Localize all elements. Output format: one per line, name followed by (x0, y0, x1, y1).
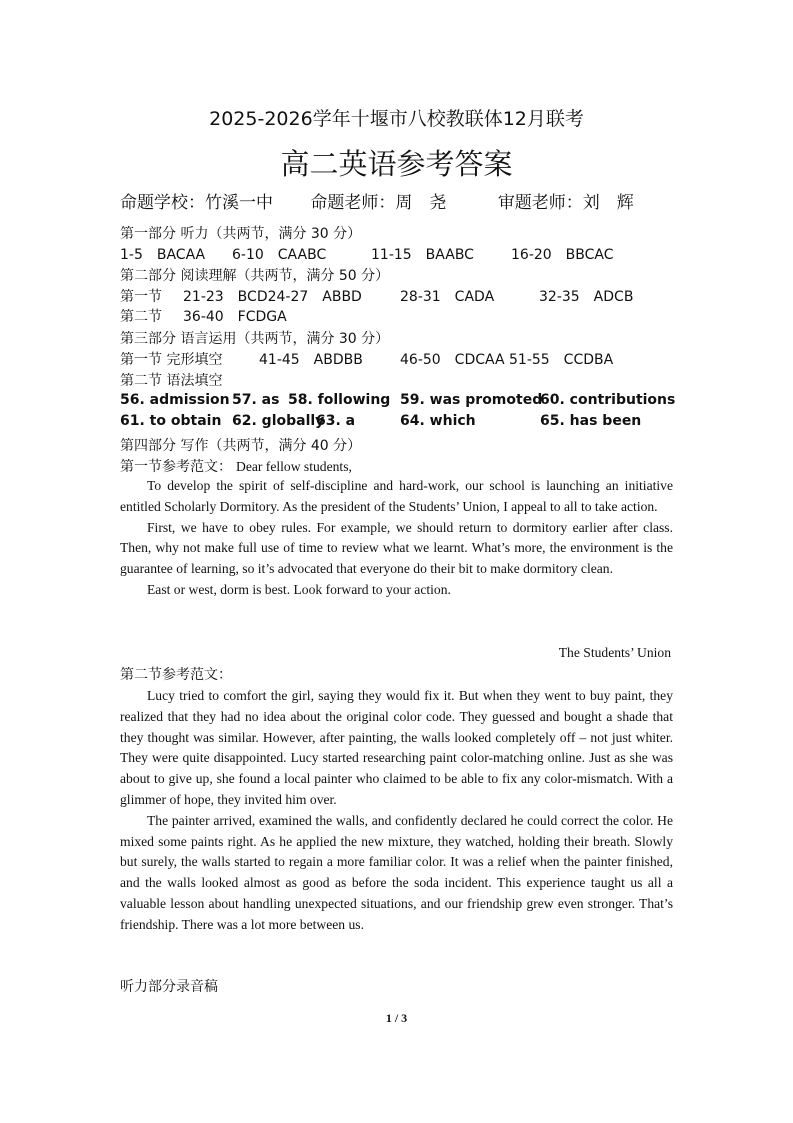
essay-paragraph: To develop the spirit of self-discipline and hard-work, our school is launching an initiative entitled Scholarly Dormitory. As the president of the Students’ Union, I appeal to all to take action. (120, 478, 673, 514)
grammar-answer: 62. globally (232, 413, 325, 429)
section-label: 第一节参考范文： (120, 459, 232, 475)
answer-group: 1-5 BACAA (120, 247, 206, 263)
section-label: 第一节 完形填空 (120, 352, 223, 368)
salutation: Dear fellow students, (236, 459, 352, 474)
answer-group: 16-20 BBCAC (511, 247, 614, 263)
reviewer-teacher: 审题老师：刘 辉 (497, 193, 634, 213)
part1-heading: 第一部分 听力（共两节，满分 30 分） (120, 226, 362, 242)
essay-paragraph: Lucy tried to comfort the girl, saying they would fix it. But when they went to buy paint, they realized that they had no idea about the original color code. They guessed and bought a shade that they thought was similar. However, after painting, the walls looked completely off – not just whiter. They were quite disappointed. Lucy started researching paint color-matching online. Just as she was about to give up, she found a local painter who claimed to be able to fix any color-mismatch. With a glimmer of hope, they invited him over. (120, 688, 673, 807)
answer-group: 11-15 BAABC (371, 247, 474, 263)
answer-group: 21-23 BCD24-27 ABBD (183, 289, 362, 305)
part2-heading: 第二部分 阅读理解（共两节，满分 50 分） (120, 268, 390, 284)
page-number: 1 / 3 (385, 1011, 408, 1025)
document-title: 高二英语参考答案 (280, 147, 513, 181)
answer-group: 46-50 CDCAA 51-55 CCDBA (400, 352, 614, 368)
answer-group: 6-10 CAABC (232, 247, 327, 263)
part3-section2-label: 第二节 语法填空 (120, 373, 223, 389)
answer-group: 28-31 CADA (400, 289, 495, 305)
setter-school: 命题学校：竹溪一中 (120, 193, 273, 213)
writing-section1-line (120, 456, 352, 476)
grammar-answer: 58. following (288, 392, 391, 408)
essay1 (120, 476, 673, 601)
grammar-answer: 61. to obtain (120, 413, 222, 429)
transcript-heading: 听力部分录音稿 (120, 979, 218, 995)
exam-title: 2025-2026学年十堰市八校教联体12月联考 (209, 108, 584, 130)
writing-section2-label: 第二节参考范文： (120, 667, 232, 683)
setter-teacher: 命题老师：周 尧 (310, 193, 447, 213)
part4-heading: 第四部分 写作（共两节，满分 40 分） (120, 438, 362, 454)
essay2 (120, 686, 673, 936)
grammar-answer: 60. contributions (540, 392, 676, 408)
grammar-answer: 56. admission (120, 392, 230, 408)
grammar-answer: 65. has been (540, 413, 642, 429)
grammar-answer: 63. a (316, 413, 356, 429)
answer-group: 41-45 ABDBB (259, 352, 363, 368)
grammar-answer: 59. was promoted (400, 392, 543, 408)
essay-paragraph: First, we have to obey rules. For example, we should return to dormitory earlier after class. Then, why not make full use of time to review what we learnt. What’s more, the environment is the guarantee of learning, so it’s advocated that everyone do their bit to make dormitory clean. (120, 519, 673, 577)
author-line (120, 188, 634, 213)
part3-heading: 第三部分 语言运用（共两节，满分 30 分） (120, 331, 390, 347)
section-label: 第一节 (120, 289, 162, 305)
section-label: 第二节 (120, 309, 162, 325)
signature: The Students’ Union (558, 645, 671, 660)
essay-paragraph: East or west, dorm is best. Look forward to your action. (147, 581, 451, 597)
essay-paragraph: The painter arrived, examined the walls, and confidently declared he could correct the color. He mixed some paints right. As he applied the new mixture, they watched, holding their breath. Slowly but surely, the walls started to regain a more familiar color. It was a relief when the painter finished, and the walls looked almost as good as before the soda incident. This experience taught us all a valuable lesson about handling unexpected situations, and our friendship grew even stronger. That’s friendship. There was a lot more between us. (120, 812, 673, 932)
answer-group: 32-35 ADCB (539, 289, 634, 305)
answer-group: 36-40 FCDGA (183, 309, 287, 325)
grammar-answer: 64. which (400, 413, 476, 429)
grammar-answer: 57. as (232, 392, 280, 408)
